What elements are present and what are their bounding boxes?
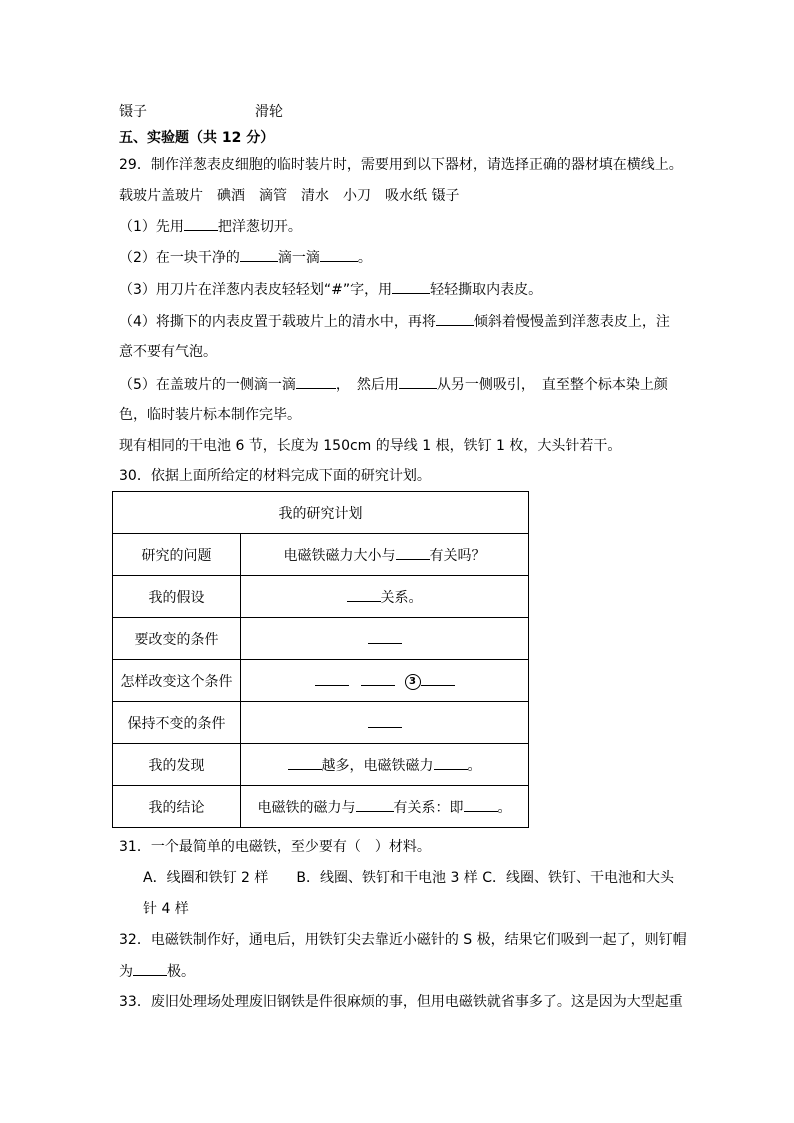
row-label: 研究的问题 [113,534,241,576]
table-row [113,618,529,660]
q29-step-2: （2）在一块干净的 滴一滴 。 [119,247,372,268]
row-content: 电磁铁磁力大小与 有关吗？ [241,534,529,576]
q29-stem: 29．制作洋葱表皮细胞的临时装片时，需要用到以下器材，请选择正确的器材填在横线上。 [119,157,683,173]
row-content: 电磁铁的磁力与 有关系：即 。 [241,786,529,828]
q29-step-5: （5）在盖玻片的一侧滴一滴 ， 然后用 从另一侧吸引， 直至整个标本染上颜 [119,374,668,395]
answer-blank[interactable] [434,755,468,770]
research-plan-table [112,491,529,828]
tool-pulley: 滑轮 [255,104,283,120]
table-row [113,492,529,534]
row-content: 关系。 [241,576,529,618]
answer-blank[interactable] [361,671,395,686]
answer-blank[interactable] [356,797,394,812]
answer-blank[interactable] [184,216,218,231]
row-label: 我的结论 [113,786,241,828]
row-label: 要改变的条件 [113,618,241,660]
answer-blank[interactable] [320,247,358,262]
answer-blank[interactable] [133,961,167,976]
top-row [119,102,283,122]
row-label: 保持不变的条件 [113,702,241,744]
table-row [113,576,529,618]
table-row [113,660,529,702]
q30-stem: 30．依据上面所给定的材料完成下面的研究计划。 [119,468,431,484]
answer-blank[interactable] [288,755,322,770]
answer-blank[interactable] [392,279,430,294]
section-heading: 五、实验题（共 12 分） [119,130,275,146]
row-label: 我的假设 [113,576,241,618]
q33-stem: 33．废旧处理场处理废旧钢铁是件很麻烦的事，但用电磁铁就省事多了。这是因为大型起重 [119,994,683,1010]
table-row [113,744,529,786]
answer-blank[interactable] [368,629,402,644]
q29-step-3: （3）用刀片在洋葱内表皮轻轻划“#”字，用 轻轻撕取内表皮。 [119,279,542,300]
q29-step-1: （1）先用 把洋葱切开。 [119,216,302,237]
answer-blank[interactable] [368,713,402,728]
table-title: 我的研究计划 [113,492,529,534]
answer-blank[interactable] [399,374,437,389]
table-row [113,702,529,744]
q29-step-4: （4）将撕下的内表皮置于载玻片上的清水中，再将 倾斜着慢慢盖到洋葱表皮上，注 [119,311,670,332]
row-content [241,702,529,744]
answer-blank[interactable] [396,545,430,560]
q29-step-4-cont: 意不要有气泡。 [119,344,217,360]
q31-options: A．线圈和铁钉 2 样 B．线圈、铁钉和干电池 3 样 C．线圈、铁钉、干电池和大头 [143,870,675,886]
tool-tweezers: 镊子 [119,104,147,120]
answer-blank[interactable] [421,671,455,686]
q29-step-5-cont: 色，临时装片标本制作完毕。 [119,407,301,423]
row-content [241,660,529,702]
answer-blank[interactable] [347,587,381,602]
table-row [113,534,529,576]
q29-materials: 载玻片盖玻片 碘酒 滴管 清水 小刀 吸水纸 镊子 [119,188,460,204]
row-content: 越多，电磁铁磁力 。 [241,744,529,786]
answer-blank[interactable] [296,374,336,389]
row-content [241,618,529,660]
q32-stem-cont: 为 极。 [119,961,195,982]
q32-stem: 32．电磁铁制作好，通电后，用铁钉尖去靠近小磁针的 S 极，结果它们吸到一起了，则钉帽 [119,932,687,948]
materials-note: 现有相同的干电池 6 节，长度为 150cm 的导线 1 根，铁钉 1 枚，大头针若干。 [119,438,622,454]
answer-blank[interactable] [315,671,349,686]
answer-blank[interactable] [240,247,278,262]
table-row [113,786,529,828]
row-label: 我的发现 [113,744,241,786]
circled-number-icon: 3 [405,674,421,690]
q31-options-cont: 针 4 样 [143,901,189,917]
row-label: 怎样改变这个条件 [113,660,241,702]
answer-blank[interactable] [464,797,498,812]
q31-stem: 31．一个最简单的电磁铁，至少要有（ ）材料。 [119,839,431,855]
answer-blank[interactable] [436,311,474,326]
